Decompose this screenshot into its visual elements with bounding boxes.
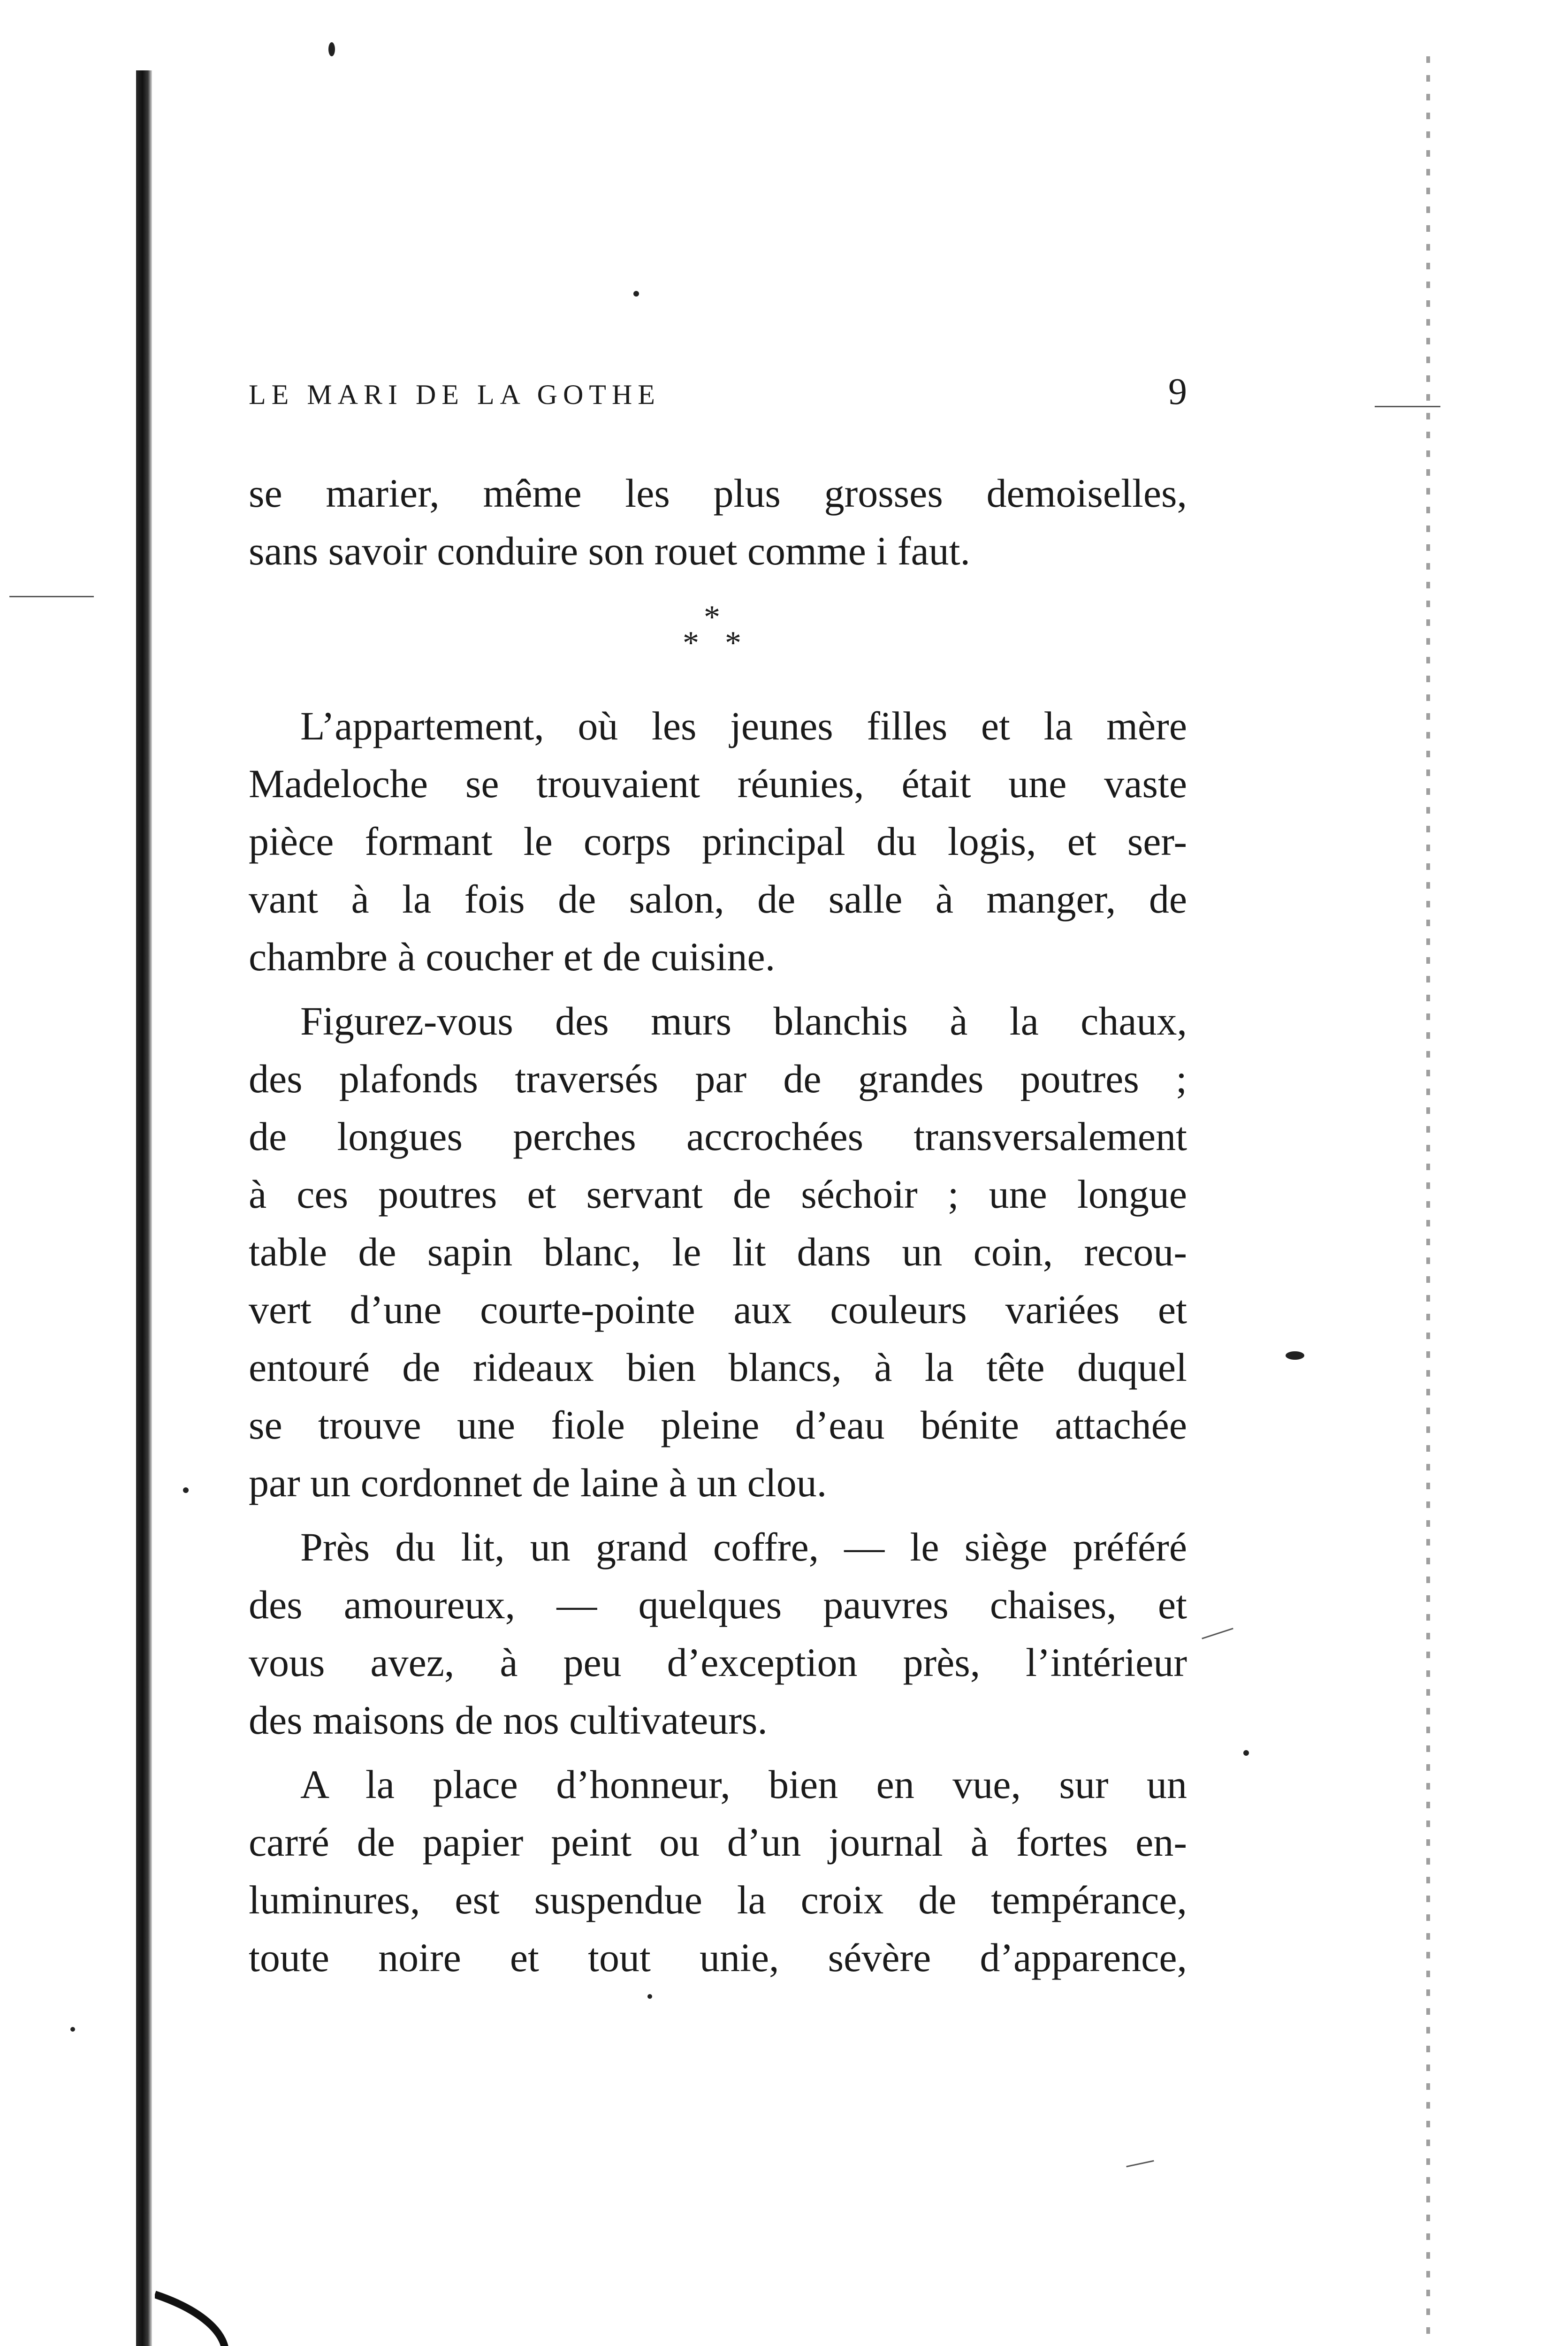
speck <box>633 291 639 297</box>
text-line: A la place d’honneur, bien en vue, sur un <box>300 1762 1187 1807</box>
text-line: chambre à coucher et de cuisine. <box>249 934 776 979</box>
text-line: table de sapin blanc, le lit dans un coin, recou- <box>249 1229 1187 1274</box>
asterism-star: * <box>683 625 699 661</box>
speck <box>1286 1351 1304 1360</box>
running-head <box>249 371 1187 413</box>
dash-mark <box>9 596 94 597</box>
asterism-star: * <box>725 625 741 661</box>
text-line: des amoureux, — quelques pauvres chaises, et <box>249 1582 1187 1627</box>
speck <box>1243 1750 1249 1756</box>
text-line: entouré de rideaux bien blancs, à la tête duquel <box>249 1345 1187 1390</box>
text-line: Près du lit, un grand coffre, — le siège préféré <box>300 1524 1187 1569</box>
text-line: carré de papier peint ou d’un journal à fortes en- <box>249 1820 1187 1865</box>
right-edge-noise <box>1426 56 1430 2346</box>
dash-mark <box>1126 2160 1154 2167</box>
text-line: luminures, est suspendue la croix de tempérance, <box>249 1877 1187 1922</box>
body-text <box>249 465 1187 1987</box>
running-title: LE MARI DE LA GOTHE <box>249 379 661 410</box>
speck <box>183 1487 189 1493</box>
text-line: sans savoir conduire son rouet comme i faut. <box>249 528 971 573</box>
text-line: toute noire et tout unie, sévère d’apparence, <box>249 1935 1187 1980</box>
text-line: de longues perches accrochées transversalement <box>249 1114 1187 1159</box>
text-line: L’appartement, où les jeunes filles et la mère <box>300 703 1187 748</box>
text-line: vant à la fois de salon, de salle à manger, de <box>249 876 1187 922</box>
section-asterism <box>249 580 1187 697</box>
asterism-star: * <box>704 599 720 635</box>
text-line: se trouve une fiole pleine d’eau bénite attachée <box>249 1402 1187 1447</box>
page-number: 9 <box>1168 371 1187 412</box>
speck <box>328 42 335 56</box>
text-line: Figurez-vous des murs blanchis à la chaux, <box>300 998 1187 1044</box>
text-line: vous avez, à peu d’exception près, l’intérieur <box>249 1640 1187 1685</box>
text-line: des plafonds traversés par de grandes poutres ; <box>249 1056 1187 1101</box>
text-line: se marier, même les plus grosses demoiselles, <box>249 471 1187 516</box>
text-line: Madeloche se trouvaient réunies, était une vaste <box>249 761 1187 806</box>
text-line: des maisons de nos cultivateurs. <box>249 1698 768 1743</box>
dash-mark <box>1375 406 1440 407</box>
text-line: par un cordonnet de laine à un clou. <box>249 1460 827 1505</box>
binding-shadow <box>136 70 152 2346</box>
dash-mark <box>1202 1628 1233 1639</box>
page-curl-mark <box>155 2290 267 2346</box>
text-line: vert d’une courte-pointe aux couleurs variées et <box>249 1287 1187 1332</box>
speck <box>647 1994 652 1999</box>
text-line: à ces poutres et servant de séchoir ; une longue <box>249 1172 1187 1217</box>
text-line: pièce formant le corps principal du logis, et ser- <box>249 819 1187 864</box>
speck <box>70 2027 75 2032</box>
